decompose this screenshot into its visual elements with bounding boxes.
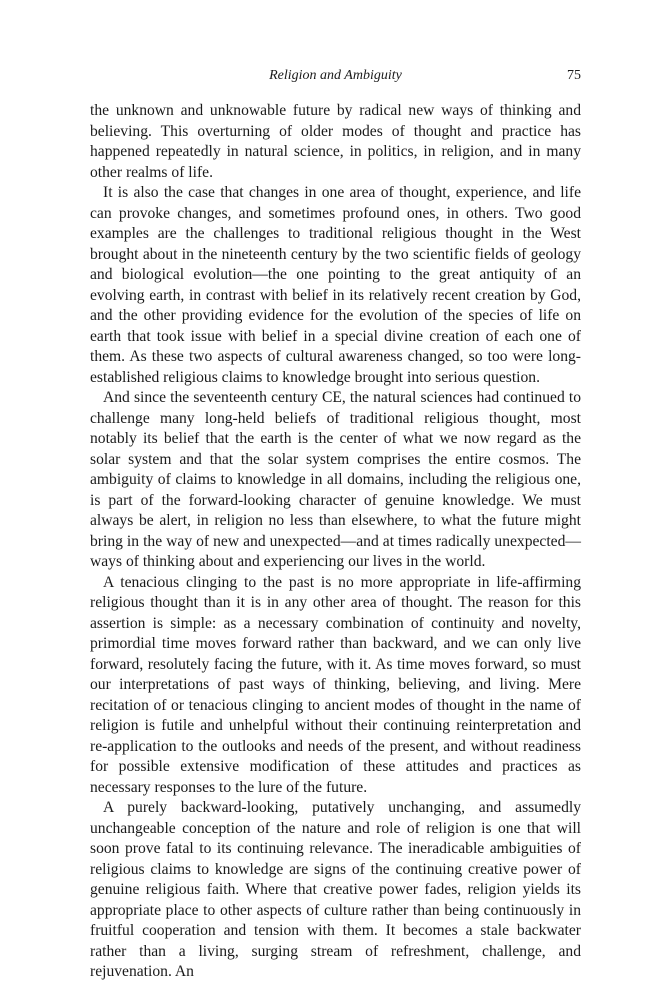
body-text (90, 101, 581, 983)
paragraph-continued: the unknown and unknowable future by radical new ways of thinking and believing. This overturning of older modes of thought and practice has happened repeatedly in natural science, in politics, in religion, and in many other realms of life. (90, 102, 581, 181)
running-head (90, 68, 581, 90)
paragraph: And since the seventeenth century CE, the natural sciences had continued to challenge many long-held beliefs of traditional religious thought, most notably its belief that the earth is the center of what we now regard as the solar system and that the solar system comprises the entire cosmos. The ambiguity of claims to knowledge in all domains, including the religious one, is part of the forward-looking character of genuine knowledge. We must always be alert, in religion no less than elsewhere, to what the future might bring in the way of new and unexpected—and at times radically unexpected—ways of thinking about and experiencing our lives in the world. (90, 389, 581, 570)
paragraph: A tenacious clinging to the past is no more appropriate in life-affirming religious thought than it is in any other area of thought. The reason for this assertion is simple: as a necessary combination of continuity and novelty, primordial time moves forward rather than backward, and we can only live forward, resolutely facing the future, with it. As time moves forward, so must our interpretations of past ways of thinking, believing, and living. Mere recitation of or tenacious clinging to ancient modes of thought in the name of religion is futile and unhelpful without their continuing reinterpretation and re-application to the outlooks and needs of the present, and without readiness for possible extensive modification of these attitudes and practices as necessary responses to the lure of the future. (90, 573, 581, 796)
page-number: 75 (567, 68, 581, 83)
paragraph: It is also the case that changes in one area of thought, experience, and life can provoke changes, and sometimes profound ones, in others. Two good examples are the challenges to traditional religious thought in the West brought about in the nineteenth century by the two scientific fields of geology and biological evolution—the one pointing to the great antiquity of an evolving earth, in contrast with belief in its relatively recent creation by God, and the other providing evidence for the evolution of the species of life on earth that took issue with belief in a special divine creation of each one of them. As these two aspects of cultural awareness changed, so too were long-established religious claims to knowledge brought into serious question. (90, 184, 581, 386)
running-title: Religion and Ambiguity (269, 68, 402, 83)
paragraph: A purely backward-looking, putatively unchanging, and assumedly unchangeable conception of the nature and role of religion is one that will soon prove fatal to its continuing relevance. The ineradicable ambiguities of religious claims to knowledge are signs of the continuing creative power of genuine religious faith. Where that creative power fades, religion yields its appropriate place to other aspects of culture rather than being continuously in fruitful cooperation and tension with them. It becomes a stale backwater rather than a living, surging stream of refreshment, challenge, and rejuvenation. An (90, 799, 581, 980)
book-page (90, 68, 581, 983)
